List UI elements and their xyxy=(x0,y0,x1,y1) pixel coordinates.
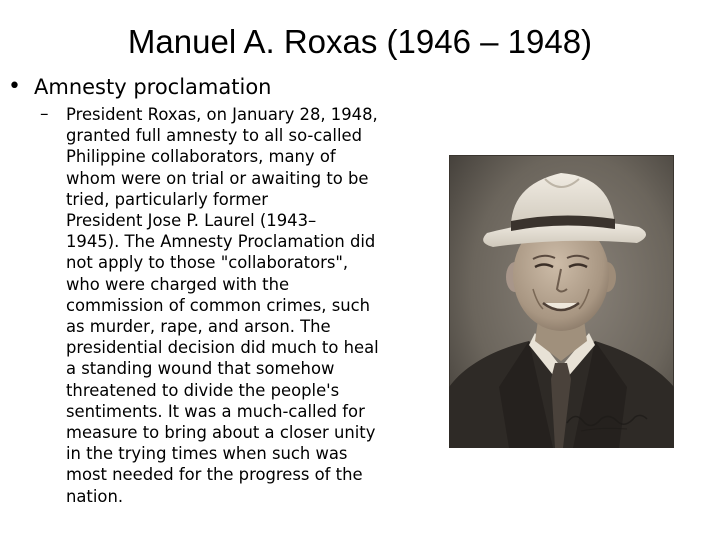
text-line: threatened to divide the people's xyxy=(66,380,340,400)
text-line: nation. xyxy=(66,486,124,506)
text-line: in the trying times when such was xyxy=(66,444,348,464)
bullet-marker: • xyxy=(8,74,21,99)
text-line: President Jose P. Laurel (1943– xyxy=(66,211,317,231)
text-line: measure to bring about a closer unity xyxy=(66,423,376,443)
text-line: Philippine collaborators, many of xyxy=(66,147,336,167)
text-line: presidential decision did much to heal xyxy=(66,338,379,358)
text-line: most needed for the progress of the xyxy=(66,465,363,485)
text-line: not apply to those "collaborators", xyxy=(66,253,349,273)
bullet-label: Amnesty proclamation xyxy=(34,75,272,99)
text-line: sentiments. It was a much-called for xyxy=(66,401,365,421)
text-line: commission of common crimes, such xyxy=(66,295,371,315)
text-line: whom were on trial or awaiting to be xyxy=(66,168,369,188)
portrait-photo xyxy=(449,155,674,448)
text-line: a standing wound that somehow xyxy=(66,359,335,379)
text-line: tried, particularly former xyxy=(66,189,269,209)
text-line: President Roxas, on January 28, 1948, xyxy=(66,105,378,124)
text-line: as murder, rape, and arson. The xyxy=(66,317,331,337)
slide-title: Manuel A. Roxas (1946 – 1948) xyxy=(127,23,593,60)
sub-bullet-marker: – xyxy=(40,104,49,124)
text-line: 1945). The Amnesty Proclamation did xyxy=(66,232,376,252)
text-line: granted full amnesty to all so-called xyxy=(66,126,362,146)
text-line: who were charged with the xyxy=(66,274,290,294)
bullet-item-amnesty xyxy=(8,72,428,102)
sub-bullet-text xyxy=(66,104,426,507)
